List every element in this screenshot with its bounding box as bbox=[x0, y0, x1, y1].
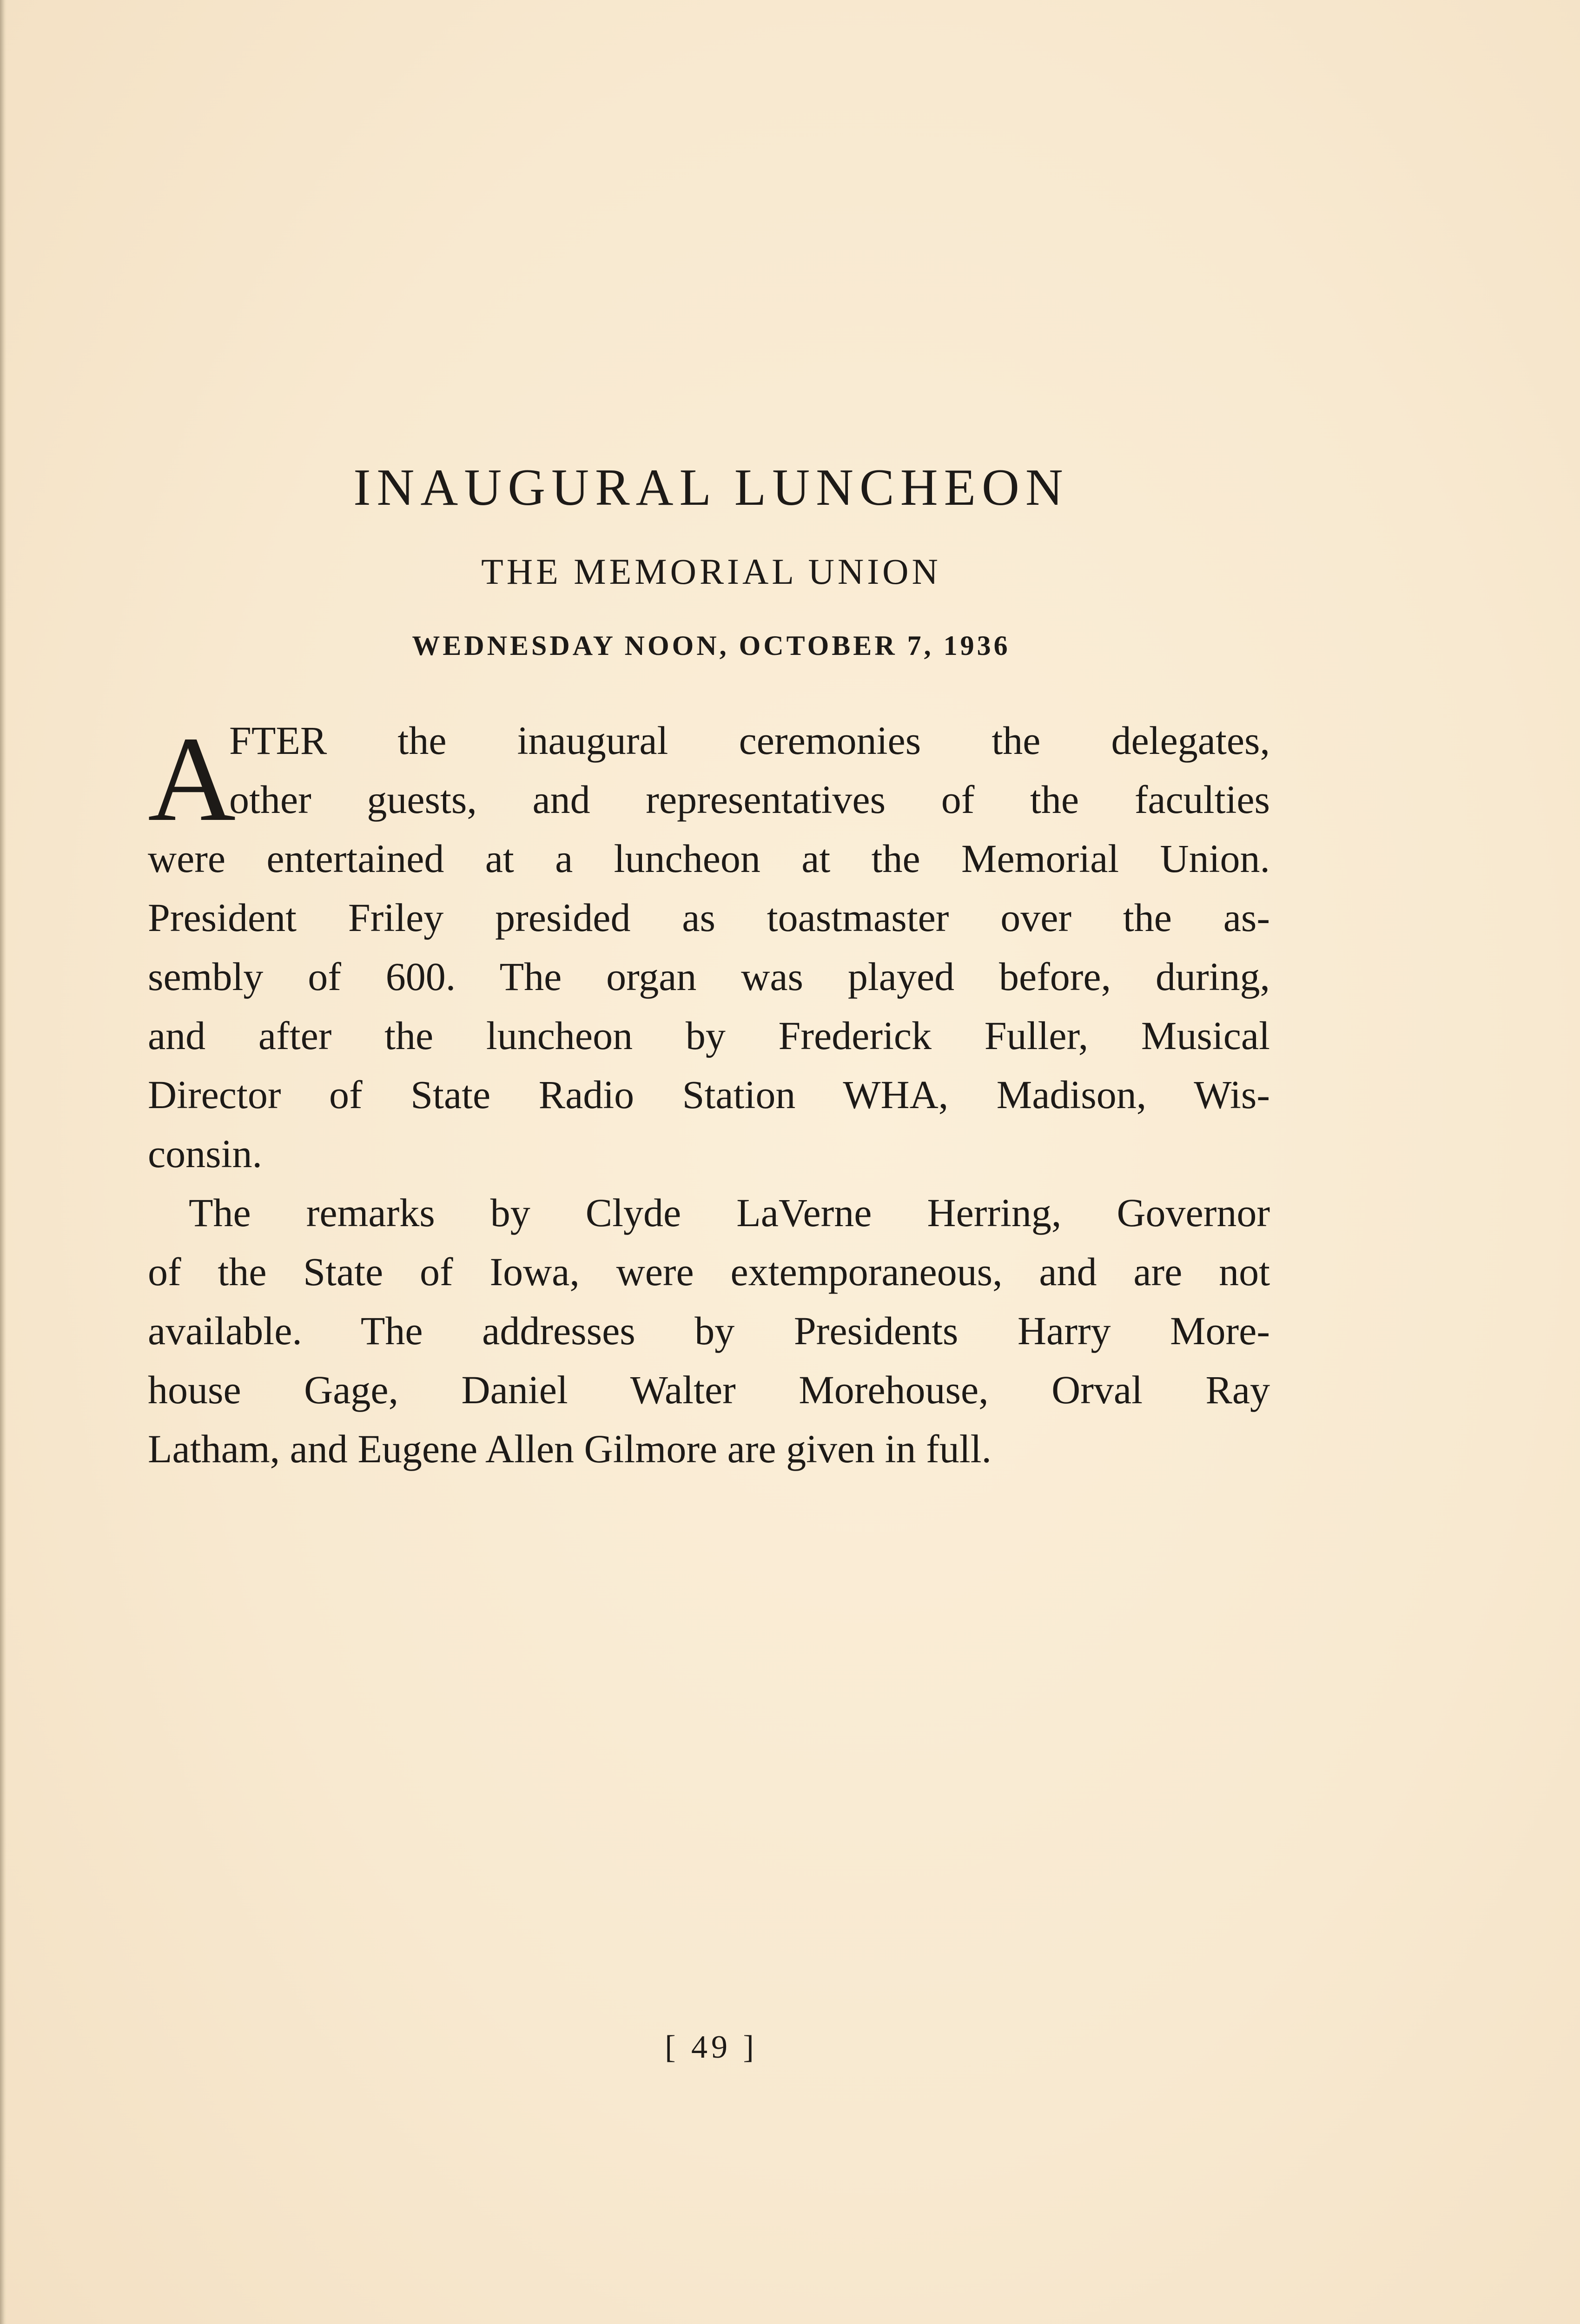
text-line: President Friley presided as toastmaster over the as- bbox=[148, 895, 1270, 940]
paragraph-1 bbox=[148, 711, 1270, 1183]
text-line: available. The addresses by Presidents Harry More- bbox=[148, 1308, 1270, 1353]
text-line: house Gage, Daniel Walter Morehouse, Orval Ray bbox=[148, 1367, 1270, 1412]
text-line: and after the luncheon by Frederick Fuller, Musical bbox=[148, 1013, 1270, 1058]
text-line: FTER the inaugural ceremonies the delegates, bbox=[229, 718, 1270, 763]
text-line: Director of State Radio Station WHA, Madison, Wis- bbox=[148, 1072, 1270, 1117]
drop-cap: A bbox=[148, 712, 236, 846]
text-line: other guests, and representatives of the faculties bbox=[229, 777, 1270, 822]
paragraph-2 bbox=[148, 1183, 1270, 1479]
text-line: consin. bbox=[148, 1131, 263, 1176]
page-number: [ 49 ] bbox=[665, 2029, 758, 2065]
page-spine-edge bbox=[0, 0, 7, 2324]
text-line: Latham, and Eugene Allen Gilmore are given in full. bbox=[148, 1426, 992, 1471]
page-subtitle: THE MEMORIAL UNION bbox=[481, 551, 941, 592]
text-line: of the State of Iowa, were extemporaneous, and are not bbox=[148, 1249, 1270, 1294]
text-line: sembly of 600. The organ was played before, during, bbox=[148, 954, 1270, 999]
page-title: INAUGURAL LUNCHEON bbox=[353, 459, 1069, 516]
text-line: The remarks by Clyde LaVerne Herring, Governor bbox=[189, 1190, 1270, 1235]
text-line: were entertained at a luncheon at the Memorial Union. bbox=[148, 836, 1270, 881]
dateline: WEDNESDAY NOON, OCTOBER 7, 1936 bbox=[412, 630, 1011, 661]
body-text bbox=[148, 711, 1270, 1479]
